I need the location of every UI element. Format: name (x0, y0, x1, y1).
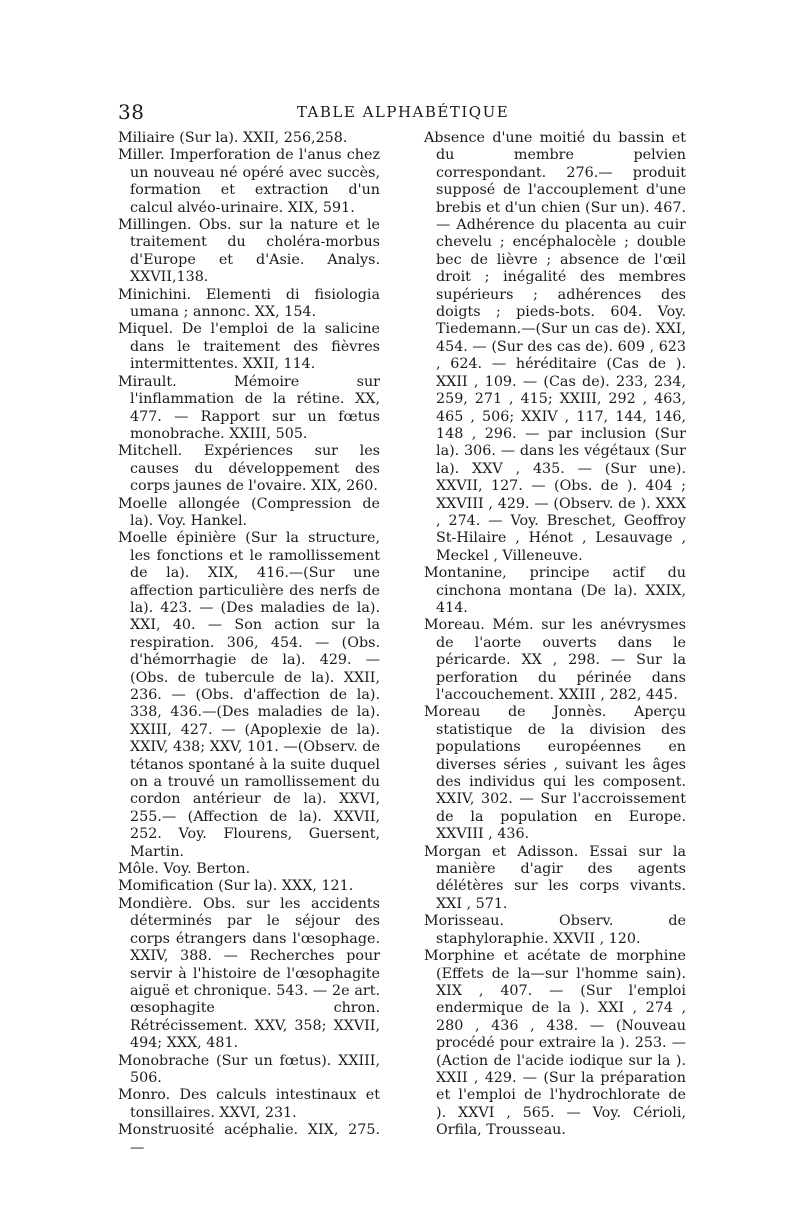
index-entry: Môle. Voy. Berton. (118, 861, 251, 878)
index-entry: Miller. Imperforation de l'anus chez un nouveau né opéré avec succès, formation et extraction d'un calcul alvéo-urinaire. XIX, 591. (118, 147, 380, 216)
index-entry: Monobrache (Sur un fœtus). XXIII, 506. (118, 1052, 380, 1086)
index-entry: Moreau. Mém. sur les anévrysmes de l'aorte ouverts dans le péricarde. XX , 298. — Sur la perforation du périnée dans l'accouchement. XXIII , 282, 445. (424, 617, 686, 703)
index-entry: Moelle épinière (Sur la structure, les fonctions et le ramollissement de la). XIX, 416.—(Sur une affection particulière des nerfs de la). 423. — (Des maladies de la). XXI, 40. — Son action sur la respiration. 306, 454. — (Obs. d'hémorrhagie de la). 429. — (Obs. de tubercule de la). XXII, 236. — (Obs. d'affection de la). 338, 436.—(Des maladies de la). XXIII, 427. — (Apoplexie de la). XXIV, 438; XXV, 101. —(Observ. de tétanos spontané à la suite duquel on a trouvé un ramollissement du cordon antérieur de la). XXVI, 255.— (Affection de la). XXVII, 252. Voy. Flourens, Guersent, Martin. (118, 530, 380, 860)
index-entry: Mondière. Obs. sur les accidents déterminés par le séjour des corps étrangers dans l'œsophage. XXIV, 388. — Recherches pour servir à l'histoire de l'œsophagite aiguë et chronique. 543. — 2e art. œsophagite chron. Rétrécissement. XXV, 358; XXVII, 494; XXX, 481. (118, 895, 380, 1052)
left-column (118, 130, 380, 1157)
index-entry: Millingen. Obs. sur la nature et le traitement du choléra-morbus d'Europe et d'Asie. Analys. XXVII,138. (118, 217, 380, 286)
index-entry: Monstruosité acéphalie. XIX, 275. — (118, 1122, 380, 1156)
index-entry: Minichini. Elementi di fisiologia umana ; annonc. XX, 154. (118, 286, 380, 321)
index-entry: Mitchell. Expériences sur les causes du développement des corps jaunes de l'ovaire. XIX, 260. (118, 443, 380, 495)
index-entry: Momification (Sur la). XXX, 121. (118, 878, 354, 895)
index-columns (118, 130, 688, 1156)
index-entry: Morisseau. Observ. de staphyloraphie. XXVII , 120. (424, 913, 686, 947)
running-title: TABLE ALPHABÉTIQUE (296, 103, 510, 121)
index-entry: Moreau de Jonnès. Aperçu statistique de la division des populations européennes en diverses séries , suivant les âges des individus qui les composent. XXIV, 302. — Sur l'accroissement de la population en Europe. XXVIII , 436. (424, 704, 686, 843)
index-entry: Miliaire (Sur la). XXII, 256,258. (118, 130, 348, 146)
index-entry: Mirault. Mémoire sur l'inflammation de la rétine. XX, 477. — Rapport sur un fœtus monobrache. XXIII, 505. (118, 373, 380, 442)
index-entry: Monro. Des calculs intestinaux et tonsillaires. XXVI, 231. (118, 1087, 380, 1121)
index-entry: Absence d'une moitié du bassin et du membre pelvien correspondant. 276.— produit supposé de l'accouplement d'une brebis et d'un chien (Sur un). 467. — Adhérence du placenta au cuir chevelu ; encéphalocèle ; double bec de lièvre ; absence de l'œil droit ; inégalité des membres supérieurs ; adhérences des doigts ; pieds-bots. 604. Voy. Tiedemann.—(Sur un cas de). XXI, 454. — (Sur des cas de). 609 , 623 , 624. — héréditaire (Cas de ). XXII , 109. — (Cas de). 233, 234, 259, 271 , 415; XXIII, 292 , 463, 465 , 506; XXIV , 117, 144, 146, 148 , 296. — par inclusion (Sur la). 306. — dans les végétaux (Sur la). XXV , 435. — (Sur une). XXVII, 127. — (Obs. de ). 404 ; XXVIII , 429. — (Observ. de ). XXX , 274. — Voy. Breschet, Geoffroy St-Hilaire , Hénot , Lesauvage , Meckel , Villeneuve. (424, 130, 686, 564)
page-number: 38 (118, 100, 145, 124)
right-column (424, 130, 686, 1140)
index-entry: Morgan et Adisson. Essai sur la manière d'agir des agents délétères sur les corps vivants. XXI , 571. (424, 843, 686, 912)
index-entry: Miquel. De l'emploi de la salicine dans le traitement des fièvres intermittentes. XXII, 114. (118, 321, 380, 373)
index-entry: Morphine et acétate de morphine (Effets de la—sur l'homme sain). XIX , 407. — (Sur l'emploi endermique de la ). XXI , 274 , 280 , 436 , 438. — (Nouveau procédé pour extraire la ). 253. — (Action de l'acide iodique sur la ). XXII , 429. — (Sur la préparation et l'emploi de l'hydrochlorate de ). XXVI , 565. — Voy. Cérioli, Orfila, Trousseau. (424, 948, 686, 1139)
page-header (118, 100, 688, 126)
index-entry: Moelle allongée (Compression de la). Voy. Hankel. (118, 495, 380, 529)
index-entry: Montanine, principe actif du cinchona montana (De la). XXIX, 414. (424, 565, 686, 616)
